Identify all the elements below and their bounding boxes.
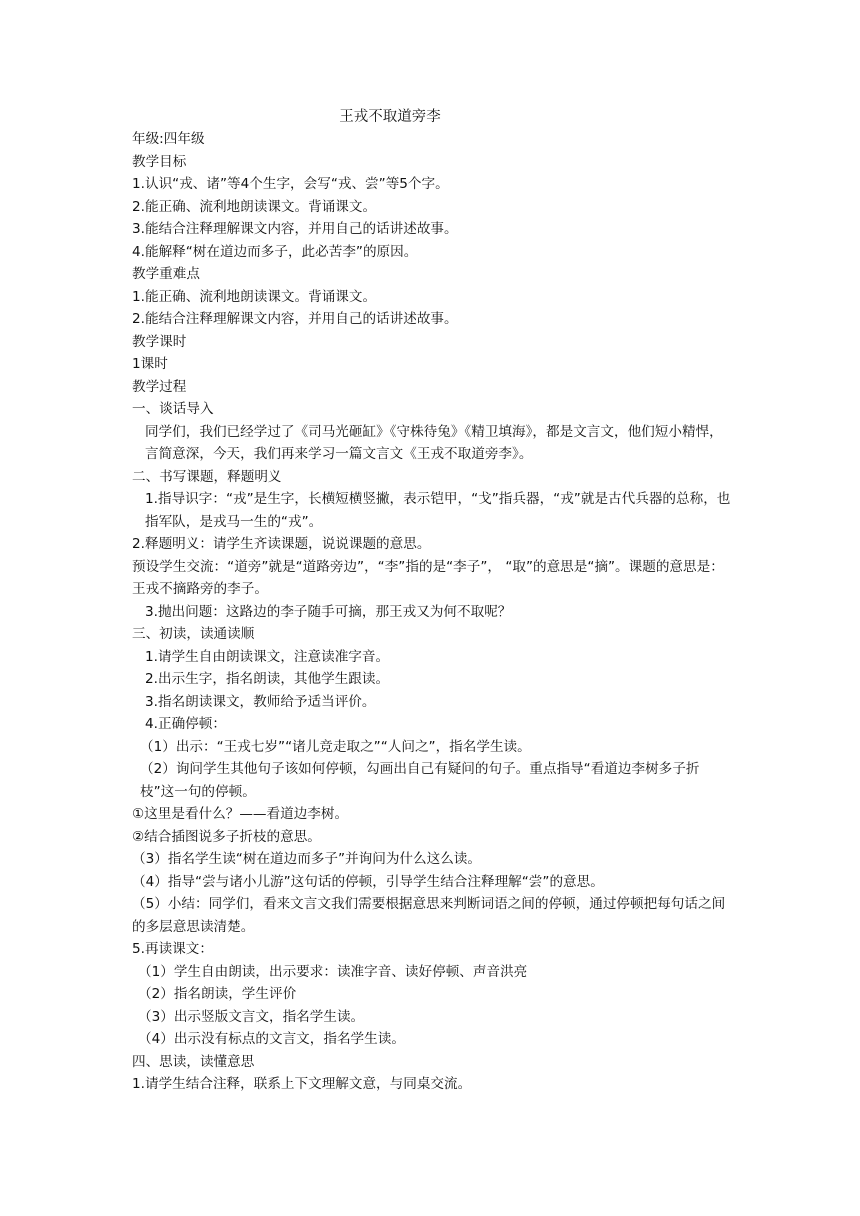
paragraph: 同学们，我们已经学过了《司马光砸缸》《守株待兔》《精卫填海》，都是文言文，他们短小精悍，言简意深，今天，我们再来学习一篇文言文《王戎不取道旁李》。 [145, 423, 723, 462]
paragraph: （3）指名学生读“树在道边而多子”并询问为什么这么读。 [132, 851, 481, 867]
section-heading: 教学重难点 [132, 266, 200, 282]
paragraph: 预设学生交流：“道旁”就是“道路旁边”，“李”指的是“李子”， “取”的意思是“摘”。课题的意思是：王戎不摘路旁的李子。 [132, 558, 724, 597]
paragraph: 1.指导识字：“戎”是生字，长横短横竖撇，表示铠甲，“戈”指兵器，“戎”就是古代兵器的总称，也指军队，是戎马一生的“戎”。 [145, 491, 731, 530]
paragraph: ①这里是看什么？——看道边李树。 [132, 806, 349, 822]
section-heading: 教学课时 [132, 333, 187, 350]
paragraph: 4.正确停顿： [145, 716, 226, 732]
paragraph: （1）出示：“王戎七岁”“诸儿竞走取之”“人问之”，指名学生读。 [140, 738, 531, 755]
paragraph: 3.指名朗读课文，教师给予适当评价。 [145, 693, 376, 710]
paragraph: 1课时 [132, 356, 168, 372]
document-title: 王戎不取道旁李 [339, 109, 441, 125]
section-heading: 二、书写课题，释题明义 [132, 468, 282, 485]
paragraph: （2）询问学生其他句子该如何停顿，勾画出自己有疑问的句子。重点指导“看道边李树多子折枝”这一句的停顿。 [140, 761, 700, 800]
paragraph: （1）学生自由朗读，出示要求：读准字音、读好停顿、声音洪亮 [138, 963, 528, 980]
paragraph: 2.能结合注释理解课文内容，并用自己的话讲述故事。 [132, 311, 458, 327]
paragraph: 1.请学生结合注释，联系上下文理解文意，与同桌交流。 [132, 1076, 472, 1092]
paragraph: （2）指名朗读，学生评价 [138, 986, 297, 1002]
paragraph: 年级:四年级 [132, 131, 205, 147]
document-body [132, 128, 732, 1096]
paragraph: （5）小结：同学们，看来文言文我们需要根据意思来判断词语之间的停顿，通过停顿把每句话之间的多层意思读清楚。 [132, 896, 726, 935]
paragraph: 4.能解释“树在道边而多子，此必苦李”的原因。 [132, 243, 418, 260]
paragraph: 5.再读课文： [132, 941, 213, 957]
section-heading: 三、初读，读通读顺 [132, 626, 255, 642]
section-heading: 一、谈话导入 [132, 401, 214, 417]
paragraph: （3）出示竖版文言文，指名学生读。 [138, 1008, 365, 1025]
paragraph: 2.能正确、流利地朗读课文。背诵课文。 [132, 198, 377, 215]
section-heading: 四、思读，读懂意思 [132, 1053, 255, 1070]
paragraph: 3.能结合注释理解课文内容，并用自己的话讲述故事。 [132, 221, 458, 237]
paragraph: 1.能正确、流利地朗读课文。背诵课文。 [132, 288, 377, 305]
paragraph: （4）指导“尝与诸小儿游”这句话的停顿，引导学生结合注释理解“尝”的意思。 [132, 873, 604, 890]
paragraph: 3.抛出问题：这路边的李子随手可摘，那王戎又为何不取呢？ [145, 603, 512, 620]
paragraph: ②结合插图说多子折枝的意思。 [132, 828, 321, 845]
section-heading: 教学过程 [132, 378, 187, 395]
paragraph: （4）出示没有标点的文言文，指名学生读。 [138, 1031, 405, 1047]
paragraph: 2.出示生字，指名朗读，其他学生跟读。 [145, 671, 390, 687]
paragraph: 1.请学生自由朗读课文，注意读准字音。 [145, 648, 390, 665]
section-heading: 教学目标 [132, 153, 187, 170]
paragraph: 2.释题明义：请学生齐读课题，说说课题的意思。 [132, 536, 431, 552]
paragraph: 1.认识“戎、诸”等4个生字，会写“戎、尝”等5个字。 [132, 176, 449, 192]
